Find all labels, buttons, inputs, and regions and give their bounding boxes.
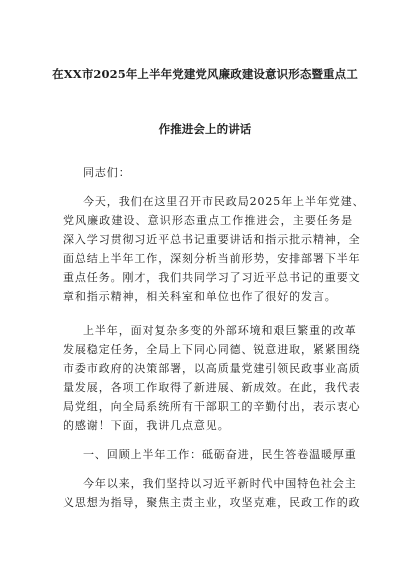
paragraph-3-line-1: 今年以来，我们坚持以习近平新时代中国特色社会主 [83,477,357,490]
paragraph-2-line-2: 发展稳定任务，全局上下同心同德、锐意进取，紧紧围绕 [63,343,361,356]
paragraph-2-line-6: 的感谢！下面，我讲几点意见。 [63,419,230,432]
paragraph-1-line-6: 章和指示精神，相关科室和单位也作了很好的发言。 [63,290,337,303]
greeting: 同志们： [83,166,131,179]
paragraph-1-line-2: 党风廉政建设、意识形态重点工作推进会，主要任务是 [63,214,353,227]
section-heading-1: 一、回顾上半年工作：砥砺奋进，民生答卷温暖厚重 [83,448,357,461]
paragraph-1-line-1: 今天，我们在这里召开市民政局2025年上半年党建、 [83,195,365,208]
paragraph-2-line-1: 上半年，面对复杂多变的外部环境和艰巨繁重的改革 [83,324,357,337]
paragraph-3-line-2: 义思想为指导，聚焦主责主业，攻坚克难，民政工作的政 [63,496,361,509]
paragraph-1-line-5: 重点任务。刚才，我们共同学习了习近平总书记的重要文 [63,271,361,284]
paragraph-2-line-3: 市委市政府的决策部署，以高质量党建引领民政事业高质 [63,362,361,375]
document-title-line-2: 作推进会上的讲话 [158,122,252,136]
paragraph-1-line-3: 深入学习贯彻习近平总书记重要讲话和指示批示精神，全 [63,233,361,246]
paragraph-2-line-4: 量发展，各项工作取得了新进展、新成效。在此，我代表 [63,381,361,394]
paragraph-2-line-5: 局党组，向全局系统所有干部职工的辛勤付出，表示衷心 [63,400,361,413]
document-title-line-1: 在XX市2025年上半年党建党风廉政建设意识形态暨重点工 [52,67,358,81]
paragraph-1-line-4: 面总结上半年工作，深刻分析当前形势，安排部署下半年 [63,252,361,265]
